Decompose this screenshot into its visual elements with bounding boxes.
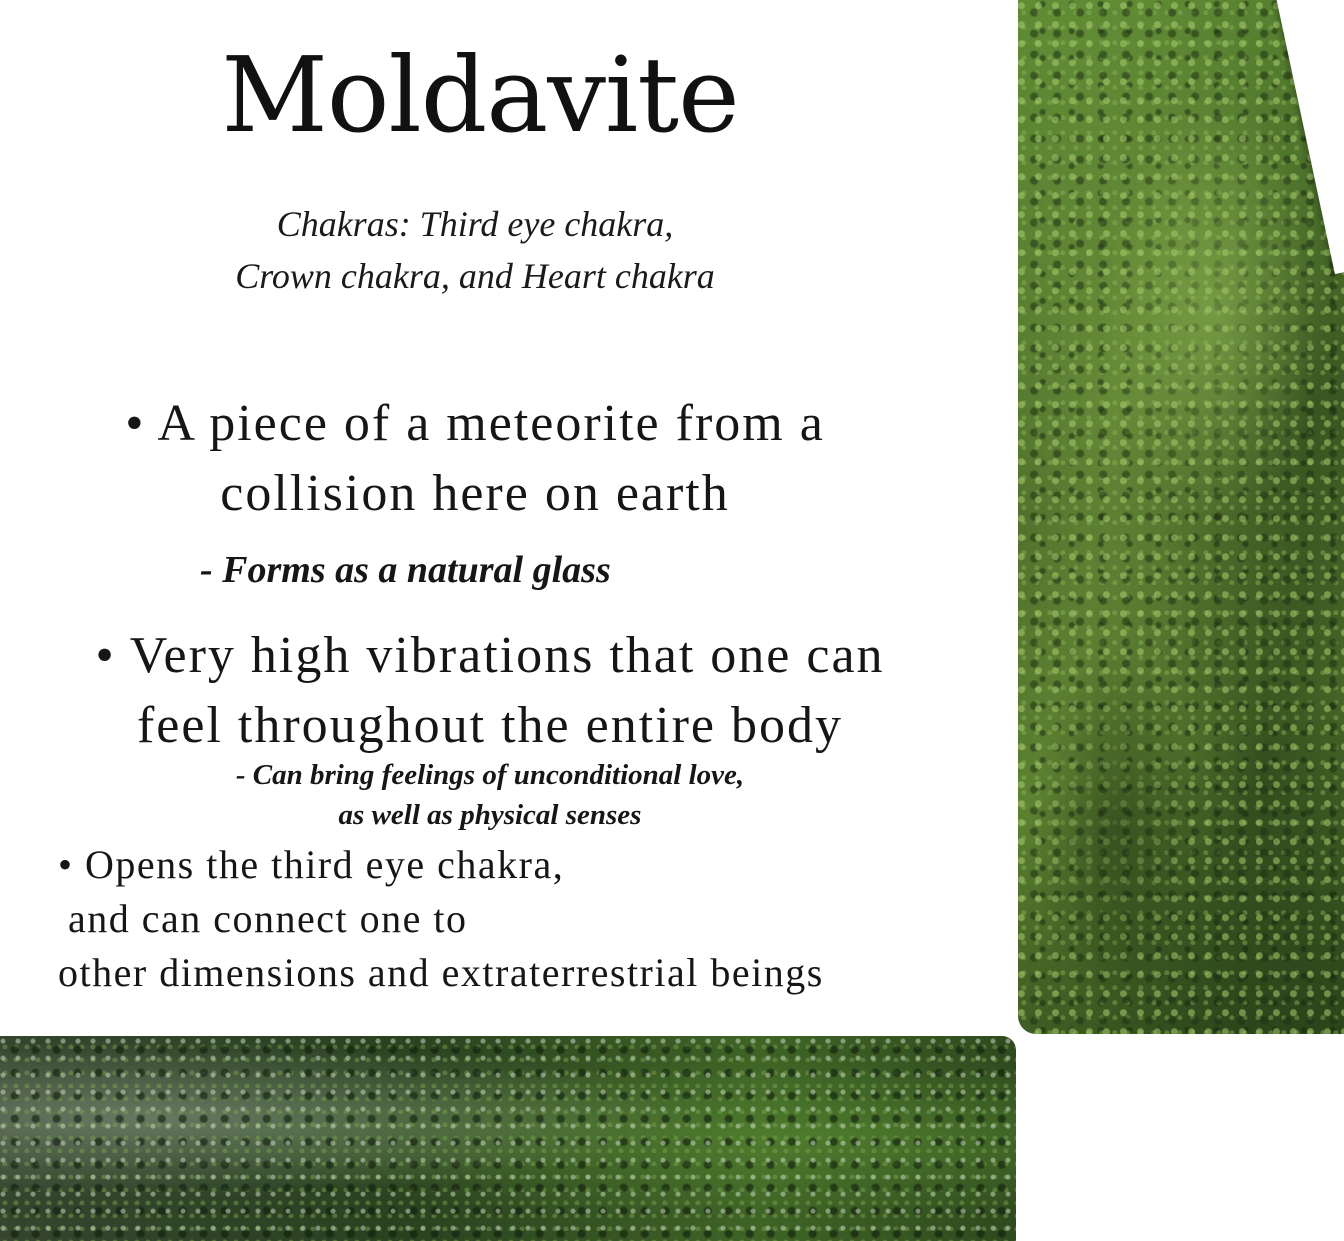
note-line: as well as physical senses [338, 799, 642, 831]
bullet-line: • Opens the third eye chakra, [58, 842, 565, 887]
bullet-point-meteorite [40, 389, 910, 529]
bullet-line: other dimensions and extraterrestrial beings [58, 950, 824, 995]
bullet-line: • Very high vibrations that one can [95, 627, 885, 684]
moldavite-stone-photo-right [1018, 0, 1344, 1034]
bullet-line: feel throughout the entire body [136, 697, 844, 754]
bullet-point-third-eye [58, 838, 978, 1000]
bullet-point-vibrations [40, 621, 940, 761]
chakras-line: Chakras: Third eye chakra, [276, 204, 674, 244]
chakras-subtitle [0, 198, 950, 302]
bullet-line: and can connect one to [68, 896, 468, 941]
bullet-note-love [160, 755, 820, 835]
bullet-note-glass: - Forms as a natural glass [200, 549, 611, 591]
page-title: Moldavite [221, 34, 739, 156]
bullet-line: collision here on earth [220, 465, 730, 522]
bullet-line: • A piece of a meteorite from a [125, 395, 825, 452]
note-line: - Can bring feelings of unconditional love, [235, 759, 745, 791]
chakras-line: Crown chakra, and Heart chakra [235, 256, 715, 296]
moldavite-stone-photo-bottom [0, 1036, 1016, 1241]
